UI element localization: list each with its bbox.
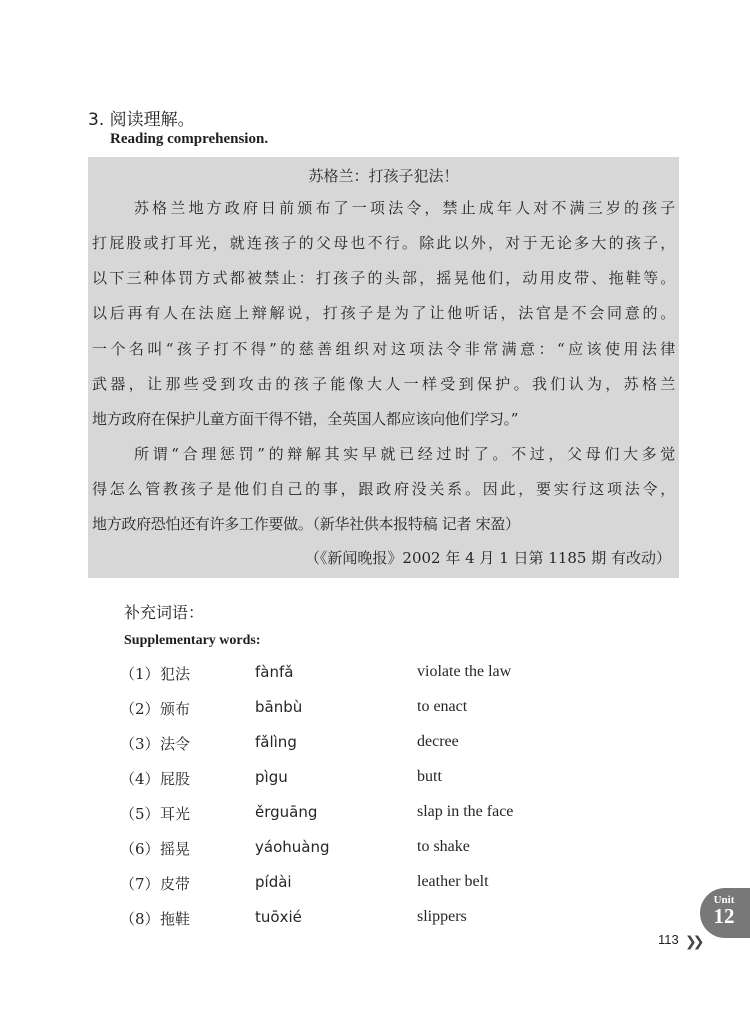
vocab-pinyin: fànfǎ: [255, 663, 294, 681]
vocab-meaning: violate the law: [417, 663, 512, 680]
vocab-row: [0, 768, 750, 792]
vocab-number: （6）: [120, 840, 160, 858]
vocab-meaning: decree: [417, 733, 459, 750]
double-chevron-right-icon: ❯❯: [685, 934, 701, 950]
passage-line: 武器，让那些受到攻击的孩子能像大人一样受到保护。我们认为，苏格兰: [92, 375, 675, 393]
passage-source: （《新闻晚报》2002 年 4 月 1 日第 1185 期 有改动）: [304, 549, 671, 567]
vocab-number: （1）: [120, 665, 160, 683]
vocab-pinyin: tuōxié: [255, 908, 302, 926]
vocab-pinyin: yáohuàng: [255, 838, 330, 856]
vocab-number: （7）: [120, 875, 160, 893]
vocab-pinyin: ěrguāng: [255, 803, 318, 821]
passage-title: 苏格兰：打孩子犯法！: [308, 167, 459, 185]
vocab-meaning: slippers: [417, 908, 467, 925]
vocab-word: 颁布: [160, 700, 191, 718]
vocab-row: [0, 803, 750, 827]
vocab-row: [0, 873, 750, 897]
unit-label: Unit: [713, 894, 735, 906]
vocab-word: 犯法: [160, 665, 191, 683]
vocab-row: [0, 698, 750, 722]
vocab-pinyin: fǎlìng: [255, 733, 297, 751]
vocab-number: （3）: [120, 735, 160, 753]
vocab-word: 摇晃: [160, 840, 191, 858]
passage-line: 打屁股或打耳光，就连孩子的父母也不行。除此以外，对于无论多大的孩子，: [92, 234, 675, 252]
vocab-row: [0, 908, 750, 932]
vocab-meaning: to shake: [417, 838, 470, 855]
vocab-number: （8）: [120, 910, 160, 928]
passage-line: 苏格兰地方政府日前颁布了一项法令，禁止成年人对不满三岁的孩子: [134, 199, 675, 217]
vocab-meaning: leather belt: [417, 873, 489, 890]
vocab-number: （5）: [120, 805, 160, 823]
passage-line: 地方政府在保护儿童方面干得不错，全英国人都应该向他们学习。”: [92, 410, 519, 428]
vocab-row: [0, 663, 750, 687]
vocab-meaning: slap in the face: [417, 803, 514, 820]
unit-tab: [700, 888, 750, 938]
unit-number: 12: [713, 904, 735, 928]
vocab-word: 耳光: [160, 805, 191, 823]
passage-line: 地方政府恐怕还有许多工作要做。（新华社供本报特稿 记者 宋盈）: [92, 515, 520, 533]
reading-passage: [88, 157, 679, 578]
passage-line: 所谓“合理惩罚”的辩解其实早就已经过时了。不过，父母们大多觉: [134, 445, 675, 463]
supplementary-heading: 补充词语：: [124, 603, 205, 622]
passage-line: 一个名叫“孩子打不得”的慈善组织对这项法令非常满意：“应该使用法律: [92, 340, 675, 358]
page-number: 113: [658, 932, 679, 947]
supplementary-subheading: Supplementary words:: [124, 633, 261, 648]
vocab-word: 拖鞋: [160, 910, 191, 928]
passage-line: 得怎么管教孩子是他们自己的事，跟政府没关系。因此，要实行这项法令，: [92, 480, 675, 498]
vocab-word: 法令: [160, 735, 191, 753]
vocab-word: 屁股: [160, 770, 191, 788]
section-heading: 3. 阅读理解。: [88, 110, 195, 130]
section-subheading: Reading comprehension.: [110, 131, 269, 147]
vocab-word: 皮带: [160, 875, 191, 893]
vocab-number: （4）: [120, 770, 160, 788]
vocab-pinyin: bānbù: [255, 698, 303, 716]
passage-line: 以后再有人在法庭上辩解说，打孩子是为了让他听话，法官是不会同意的。: [92, 304, 675, 322]
vocab-number: （2）: [120, 700, 160, 718]
vocab-pinyin: pídài: [255, 873, 292, 891]
passage-line: 以下三种体罚方式都被禁止：打孩子的头部，摇晃他们，动用皮带、拖鞋等。: [92, 269, 675, 287]
vocab-row: [0, 733, 750, 757]
vocab-meaning: to enact: [417, 698, 468, 715]
vocab-row: [0, 838, 750, 862]
vocab-meaning: butt: [417, 768, 442, 785]
vocab-pinyin: pìgu: [255, 768, 288, 786]
